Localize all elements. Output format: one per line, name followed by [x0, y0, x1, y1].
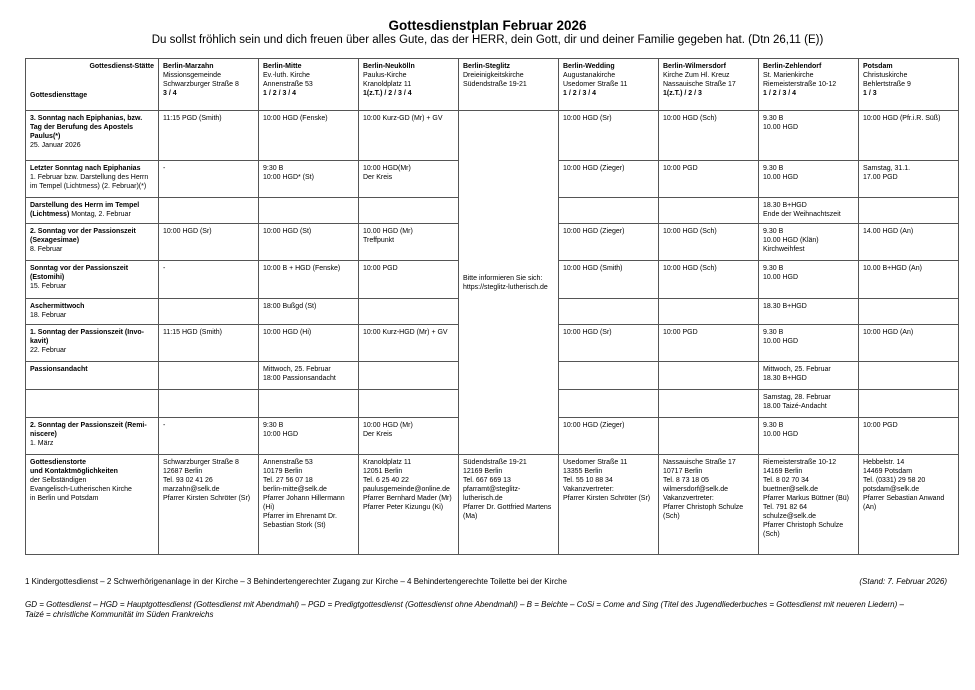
day-label [26, 261, 159, 299]
contact-line: (Hi) [263, 504, 275, 511]
service-entry: 10:00 PGD [363, 265, 398, 272]
contact-line: buettner@selk.de [763, 486, 818, 493]
service-cell [759, 299, 859, 325]
day-label-date: 8. Februar [30, 246, 63, 253]
day-label-mixed [30, 210, 154, 219]
contact-line: 14469 Potsdam [863, 468, 913, 475]
day-label [26, 161, 159, 198]
service-cell [359, 111, 459, 161]
contact-cell [659, 455, 759, 555]
church-detail: Christuskirche [863, 72, 908, 79]
service-cell [359, 198, 459, 224]
service-entry: 14.00 HGD (An) [863, 228, 914, 235]
service-entry: Samstag, 28. Februar [763, 394, 831, 401]
day-label [26, 325, 159, 362]
contact-line: Annenstraße 53 [263, 459, 313, 466]
service-entry: Treffpunkt [363, 237, 395, 244]
service-entry: 10:00 HGD (Mr) [363, 422, 413, 429]
service-cell [159, 325, 259, 362]
service-cell [259, 325, 359, 362]
contact-label-bold: Gottesdienstorte [30, 459, 87, 466]
church-header [859, 59, 959, 111]
church-features: 1(z.T.) / 2 / 3 [663, 90, 702, 97]
service-entry: 10:00 HGD (St) [263, 228, 312, 235]
contact-line: Sebastian Stork (St) [263, 522, 326, 529]
service-cell [859, 325, 959, 362]
day-label-bold: Letzter Sonntag nach Epiphanias [30, 165, 141, 172]
service-cell [859, 390, 959, 418]
service-entry: 10:00 HGD (Zieger) [563, 165, 625, 172]
service-entry: - [163, 265, 166, 272]
contact-line: 10179 Berlin [263, 468, 303, 475]
stand-date: (Stand: 7. Februar 2026) [859, 577, 947, 586]
contact-line: Riemeisterstraße 10-12 [763, 459, 837, 466]
contact-cell [859, 455, 959, 555]
church-detail: Augustanakirche [563, 72, 616, 79]
service-cell [359, 224, 459, 261]
day-label [26, 418, 159, 455]
service-cell [759, 362, 859, 390]
contact-line: Schwarzburger Straße 8 [163, 459, 239, 466]
service-entry: 10:00 HGD (Zieger) [563, 422, 625, 429]
day-label-bold: niscere) [30, 431, 57, 438]
service-entry: 10:00 HGD (Sch) [663, 265, 717, 272]
service-cell [159, 418, 259, 455]
church-name: Berlin-Steglitz [463, 63, 511, 70]
service-cell [259, 198, 359, 224]
contact-line: Tel. 8 73 18 05 [663, 477, 709, 484]
contact-line: potsdam@selk.de [863, 486, 920, 493]
service-entry: 10:00 PGD [663, 165, 698, 172]
service-entry: 18.30 B+HGD [763, 375, 807, 382]
contact-line: Tel. 27 56 07 18 [263, 477, 313, 484]
day-label [26, 299, 159, 325]
service-entry: 10.00 B+HGD (An) [863, 265, 922, 272]
service-cell [559, 198, 659, 224]
church-name: Berlin-Mitte [263, 63, 302, 70]
service-entry: 10:00 HGD (Sch) [663, 228, 717, 235]
service-entry: 10.00 HGD [763, 338, 799, 345]
contact-line: (An) [863, 504, 877, 511]
service-cell [359, 362, 459, 390]
day-label-bold: Tag der Berufung des Apostels [30, 124, 134, 131]
contact-line: Vakanzvertreter: [563, 486, 614, 493]
service-entry: Der Kreis [363, 174, 393, 181]
service-entry: 10:00 HGD (Smith) [563, 265, 623, 272]
contact-cell [159, 455, 259, 555]
contact-cell [559, 455, 659, 555]
service-entry: 10:00 PGD [663, 329, 698, 336]
contact-line: Usedomer Straße 11 [563, 459, 628, 466]
contact-label-bold: und Kontaktmöglichkeiten [30, 468, 118, 475]
church-detail: Nassauische Straße 17 [663, 81, 736, 88]
service-cell [859, 161, 959, 198]
service-cell [159, 299, 259, 325]
service-cell [259, 362, 359, 390]
service-cell [859, 198, 959, 224]
service-cell [759, 224, 859, 261]
corner-top-label: Gottesdienst-Stätte [89, 63, 154, 70]
church-detail: Riemeisterstraße 10-12 [763, 81, 837, 88]
church-name: Berlin-Wedding [563, 63, 615, 70]
contact-line: Pfarrer Christoph Schulze [663, 504, 744, 511]
church-detail: Kirche Zum Hl. Kreuz [663, 72, 730, 79]
church-header [759, 59, 859, 111]
service-cell [759, 390, 859, 418]
service-entry: 9.30 B [763, 265, 784, 272]
day-label [26, 362, 159, 390]
day-label-bold: (Sexagesimae) [30, 237, 80, 244]
contact-line: Tel. 667 669 13 [463, 477, 511, 484]
church-detail: Schwarzburger Straße 8 [163, 81, 239, 88]
service-cell [159, 111, 259, 161]
service-cell [659, 362, 759, 390]
contact-cell [459, 455, 559, 555]
service-entry: Kirchweihfest [763, 246, 805, 253]
steglitz-info-cell [459, 111, 559, 455]
day-label-bold: 2. Sonntag vor der Passionszeit [30, 228, 136, 235]
service-entry: 9.30 B [763, 228, 784, 235]
service-entry: 18:00 Bußgd (St) [263, 303, 317, 310]
service-cell [359, 161, 459, 198]
contact-line: Pfarrer Peter Kizungu (Ki) [363, 504, 444, 511]
service-cell [759, 261, 859, 299]
church-features: 1 / 2 / 3 / 4 [263, 90, 297, 97]
service-entry: 10:00 Kurz-GD (Mr) + GV [363, 115, 443, 122]
contact-line: 13355 Berlin [563, 468, 603, 475]
service-entry: Mittwoch, 25. Februar [763, 366, 831, 373]
service-cell [559, 111, 659, 161]
service-entry: Ende der Weihnachtszeit [763, 211, 841, 218]
contact-label [26, 455, 159, 555]
service-cell [359, 418, 459, 455]
service-entry: 9:30 B [263, 422, 284, 429]
service-entry: 10.00 HGD [763, 124, 799, 131]
church-header [559, 59, 659, 111]
service-cell [859, 362, 959, 390]
contact-line: Hebbelstr. 14 [863, 459, 905, 466]
service-entry: Der Kreis [363, 431, 393, 438]
service-cell [259, 224, 359, 261]
contact-line: Pfarrer Markus Büttner (Bü) [763, 495, 849, 502]
service-entry: 9.30 B [763, 165, 784, 172]
service-cell [559, 362, 659, 390]
church-header [459, 59, 559, 111]
day-label-bold: Paulus(*) [30, 133, 61, 140]
service-entry: 18.00 Taizé-Andacht [763, 403, 827, 410]
service-entry: - [163, 165, 166, 172]
service-entry: 10:00 HGD (Sr) [563, 115, 612, 122]
day-label-mixed-bold: (Lichtmess) [30, 211, 70, 218]
service-cell [259, 390, 359, 418]
contact-line: Südendstraße 19-21 [463, 459, 527, 466]
day-label-bold: (Estomihi) [30, 274, 65, 281]
service-cell [659, 418, 759, 455]
service-cell [759, 111, 859, 161]
service-cell [859, 111, 959, 161]
service-cell [159, 362, 259, 390]
header-corner [26, 59, 159, 111]
contact-line: Tel. (0331) 29 58 20 [863, 477, 926, 484]
contact-line: Pfarrer Kirsten Schröter (Sr) [563, 495, 651, 502]
day-label-bold: 1. Sonntag der Passionszeit (Invo- [30, 329, 144, 336]
contact-line: Pfarrer Bernhard Mader (Mr) [363, 495, 452, 502]
abbreviations-line-1: GD = Gottesdienst – HGD = Hauptgottesdienst (Gottesdienst mit Abendmahl) – PGD = Predigtgottesdienst (Gottesdienst ohne Abendmahl) – B = Beichte – CoSi = Come and Sing (Titel des Jugendliederbuches = Gottesdienst mit neueren Liedern) – [25, 600, 904, 609]
service-cell [659, 224, 759, 261]
church-header [259, 59, 359, 111]
service-cell [659, 161, 759, 198]
church-detail: Paulus-Kirche [363, 72, 407, 79]
service-cell [359, 325, 459, 362]
service-cell [159, 224, 259, 261]
contact-line: Pfarrer Kirsten Schröter (Sr) [163, 495, 251, 502]
service-cell [659, 111, 759, 161]
day-label [26, 111, 159, 161]
service-cell [559, 261, 659, 299]
church-name: Berlin-Neukölln [363, 63, 415, 70]
day-label [26, 198, 159, 224]
contact-line: 12687 Berlin [163, 468, 203, 475]
service-entry: 10:00 HGD [263, 431, 299, 438]
contact-line: lutherisch.de [463, 495, 503, 502]
contact-line: Tel. 93 02 41 26 [163, 477, 213, 484]
abbreviations [25, 600, 945, 620]
contact-line: Tel. 6 25 40 22 [363, 477, 409, 484]
service-cell [259, 299, 359, 325]
abbreviations-line-2: Taizé = christliche Kommunität im Süden Frankreichs [25, 610, 214, 619]
service-entry: 9.30 B [763, 422, 784, 429]
service-cell [359, 390, 459, 418]
service-entry: 17.00 PGD [863, 174, 898, 181]
service-entry: Mittwoch, 25. Februar [263, 366, 331, 373]
day-label-bold: 2. Sonntag der Passionszeit (Remi- [30, 422, 147, 429]
service-cell [659, 198, 759, 224]
service-cell [759, 161, 859, 198]
service-cell [859, 418, 959, 455]
service-cell [159, 161, 259, 198]
contact-line: 12169 Berlin [463, 468, 503, 475]
day-label-date: 15. Februar [30, 283, 67, 290]
page-subtitle: Du sollst fröhlich sein und dich freuen über alles Gute, das der HERR, dein Gott, dir und deiner Familie gegeben hat. (Dtn 26,11 (E)) [151, 34, 824, 46]
contact-line: marzahn@selk.de [163, 486, 220, 493]
church-detail: Ev.-luth. Kirche [263, 72, 310, 79]
contact-cell [759, 455, 859, 555]
service-cell [859, 299, 959, 325]
church-features: 1(z.T.) / 2 / 3 / 4 [363, 90, 412, 97]
steglitz-info-line: https://steglitz-lutherisch.de [463, 283, 548, 291]
day-label-bold: kavit) [30, 338, 49, 345]
day-label [26, 224, 159, 261]
service-entry: Samstag, 31.1. [863, 165, 911, 172]
church-name: Berlin-Zehlendorf [763, 63, 822, 70]
contact-line: Pfarrer Johann Hillermann [263, 495, 345, 502]
service-cell [559, 224, 659, 261]
contact-line: 14169 Berlin [763, 468, 803, 475]
service-cell [759, 418, 859, 455]
contact-line: Vakanzvertreter: [663, 495, 714, 502]
service-cell [559, 325, 659, 362]
service-entry: 10:00 HGD* (St) [263, 174, 314, 181]
service-entry: 10:00 PGD [863, 422, 898, 429]
day-label-bold: Aschermittwoch [30, 303, 85, 310]
service-entry: 10.00 HGD (Mr) [363, 228, 413, 235]
contact-line: berlin-mitte@selk.de [263, 486, 327, 493]
contact-line: schulze@selk.de [763, 513, 817, 520]
contact-line: Tel. 55 10 88 34 [563, 477, 613, 484]
church-header [659, 59, 759, 111]
service-entry: 10:00 HGD (Sch) [663, 115, 717, 122]
service-cell [159, 198, 259, 224]
service-entry: 18.30 B+HGD [763, 202, 807, 209]
service-entry: 18:00 Passionsandacht [263, 375, 336, 382]
service-cell [659, 325, 759, 362]
church-features: 1 / 2 / 3 / 4 [563, 90, 597, 97]
service-entry: 10:00 HGD (Hi) [263, 329, 312, 336]
service-cell [859, 224, 959, 261]
service-entry: 9.30 B [763, 115, 784, 122]
day-label-bold: Passionsandacht [30, 366, 88, 373]
service-entry: 9.30 B [763, 329, 784, 336]
service-cell [559, 161, 659, 198]
service-entry: - [163, 422, 166, 429]
contact-cell [259, 455, 359, 555]
church-detail: Kranoldplatz 11 [363, 81, 412, 88]
service-entry: 10:00 B + HGD (Fenske) [263, 265, 341, 272]
service-cell [559, 418, 659, 455]
contact-line: Kranoldplatz 11 [363, 459, 412, 466]
church-header [159, 59, 259, 111]
church-header [359, 59, 459, 111]
service-entry: 10.00 HGD [763, 274, 799, 281]
church-name: Berlin-Wilmersdorf [663, 63, 726, 70]
service-entry: 10.00 HGD (Klän) [763, 237, 819, 244]
day-label-bold: Sonntag vor der Passionszeit [30, 265, 129, 272]
church-detail: Dreieinigkeitskirche [463, 72, 524, 79]
header-row [26, 59, 959, 111]
day-label-date: 1. März [30, 440, 54, 447]
contact-line: Pfarrer Christoph Schulze [763, 522, 844, 529]
service-cell [359, 299, 459, 325]
church-detail: Annenstraße 53 [263, 81, 313, 88]
day-label-bold: Darstellung des Herrn im Tempel [30, 202, 140, 209]
service-entry: 18.30 B+HGD [763, 303, 807, 310]
contact-line: 10717 Berlin [663, 468, 703, 475]
service-entry: 10:00 HGD (Fenske) [263, 115, 328, 122]
day-label-date: 18. Februar [30, 312, 67, 319]
service-entry: 10.00 HGD [763, 431, 799, 438]
contact-line: Tel. 8 02 70 34 [763, 477, 809, 484]
service-cell [559, 299, 659, 325]
service-entry: 10:00 HGD(Mr) [363, 165, 411, 172]
contact-line: Nassauische Straße 17 [663, 459, 736, 466]
contact-row [26, 455, 959, 555]
contact-line: (Ma) [463, 513, 478, 520]
day-label-bold: 3. Sonntag nach Epiphanias, bzw. [30, 115, 143, 122]
church-detail: Behlertstraße 9 [863, 81, 911, 88]
service-entry: 10:00 Kurz-HGD (Mr) + GV [363, 329, 448, 336]
service-entry: 10:00 HGD (Zieger) [563, 228, 625, 235]
contact-label-text: in Berlin und Potsdam [30, 495, 99, 502]
church-name: Potsdam [863, 63, 893, 70]
church-name: Berlin-Marzahn [163, 63, 214, 70]
day-label-date: 22. Februar [30, 347, 67, 354]
church-detail: Südendstraße 19-21 [463, 81, 527, 88]
contact-line: Pfarrer Dr. Gottfried Martens [463, 504, 552, 511]
service-plan-table [25, 58, 959, 555]
steglitz-info-line: Bitte informieren Sie sich: [463, 274, 543, 282]
church-detail: Usedomer Straße 11 [563, 81, 628, 88]
church-detail: Missionsgemeinde [163, 72, 221, 79]
service-cell [759, 198, 859, 224]
church-detail: St. Marienkirche [763, 72, 814, 79]
service-entry: 11:15 PGD (Smith) [163, 115, 222, 122]
service-entry: 9:30 B [263, 165, 284, 172]
service-entry: 10:00 HGD (Sr) [163, 228, 212, 235]
day-label [26, 390, 159, 418]
contact-line: Pfarrer im Ehrenamt Dr. [263, 513, 337, 520]
contact-line: Pfarrer Sebastian Anwand [863, 495, 945, 502]
day-label-date: im Tempel (Lichtmess) (2. Februar)(*) [30, 183, 147, 190]
service-cell [559, 390, 659, 418]
table-row [26, 111, 959, 161]
day-label-mixed-plain: Montag, 2. Februar [69, 211, 131, 218]
service-cell [159, 390, 259, 418]
contact-line: Tel. 791 82 64 [763, 504, 807, 511]
church-features: 1 / 3 [863, 90, 877, 97]
contact-line: 12051 Berlin [363, 468, 403, 475]
service-cell [259, 418, 359, 455]
service-cell [659, 299, 759, 325]
service-entry: 10:00 HGD (Sr) [563, 329, 612, 336]
contact-line: (Sch) [763, 531, 780, 538]
contact-line: (Sch) [663, 513, 680, 520]
service-entry: 10:00 HGD (An) [863, 329, 914, 336]
corner-bottom-label: Gottesdiensttage [30, 92, 88, 99]
service-cell [659, 390, 759, 418]
contact-line: wilmersdorf@selk.de [663, 486, 729, 493]
day-label-date: 1. Februar bzw. Darstellung des Herrn [30, 174, 149, 181]
service-cell [159, 261, 259, 299]
contact-line: pfarramt@steglitz- [463, 486, 521, 493]
legend: 1 Kindergottesdienst – 2 Schwerhörigenanlage in der Kirche – 3 Behindertengerechter Zugang zur Kirche – 4 Behindertengerechte Toilette bei der Kirche [25, 577, 567, 586]
service-cell [759, 325, 859, 362]
day-label-date: 25. Januar 2026 [30, 142, 81, 149]
service-cell [259, 161, 359, 198]
page-title: Gottesdienstplan Februar 2026 [388, 18, 587, 33]
service-entry: 10:00 HGD (Pfr.i.R. Süß) [863, 115, 941, 122]
service-cell [359, 261, 459, 299]
contact-cell [359, 455, 459, 555]
church-features: 3 / 4 [163, 90, 177, 97]
contact-label-text: Evangelisch-Lutherischen Kirche [30, 486, 132, 493]
contact-label-text: der Selbständigen [30, 477, 87, 484]
service-entry: 11:15 HGD (Smith) [163, 329, 222, 336]
service-entry: 10.00 HGD [763, 174, 799, 181]
service-cell [659, 261, 759, 299]
service-cell [259, 261, 359, 299]
service-cell [859, 261, 959, 299]
contact-line: paulusgemeinde@online.de [363, 486, 450, 493]
church-features: 1 / 2 / 3 / 4 [763, 90, 797, 97]
service-cell [259, 111, 359, 161]
